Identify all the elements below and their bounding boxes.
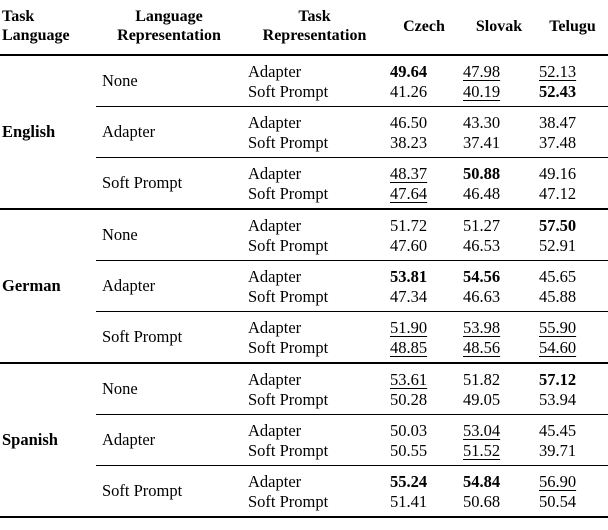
header-slovak: Slovak — [475, 17, 523, 35]
slovak-score: 49.05 — [463, 390, 501, 409]
task-representation-cell — [242, 209, 387, 261]
header-telugu: Telugu — [549, 17, 596, 35]
telugu-score: 53.94 — [539, 390, 577, 409]
header-czech: Czech — [403, 17, 445, 35]
group-german — [0, 209, 608, 363]
language-representation-cell: Adapter — [96, 107, 242, 158]
czech-score: 48.37 — [390, 164, 428, 183]
task-representation-label: Adapter — [248, 267, 302, 286]
header-task-language-line-1: Task — [2, 8, 35, 25]
telugu-score: 57.50 — [539, 216, 577, 235]
header-task-representation-line-1: Task — [298, 8, 331, 25]
czech-score: 51.90 — [390, 318, 428, 337]
language-representation-cell: None — [102, 379, 138, 398]
telugu-score-cell — [537, 363, 608, 415]
czech-score: 53.81 — [390, 267, 428, 286]
czech-score-cell — [387, 466, 461, 518]
slovak-score-cell — [461, 209, 537, 261]
task-representation-label: Adapter — [248, 62, 302, 81]
slovak-score: 54.56 — [463, 267, 501, 286]
czech-score: 47.60 — [390, 236, 428, 255]
task-representation-cell — [242, 55, 387, 107]
task-language-cell: German — [2, 276, 61, 295]
telugu-score: 57.12 — [539, 370, 577, 389]
telugu-score: 52.43 — [539, 82, 577, 101]
slovak-score: 51.82 — [463, 370, 501, 389]
task-representation-label: Soft Prompt — [248, 184, 329, 203]
czech-score: 55.24 — [390, 472, 428, 491]
slovak-score: 46.48 — [463, 184, 501, 203]
task-representation-label: Soft Prompt — [248, 390, 329, 409]
czech-score: 48.85 — [390, 338, 428, 357]
slovak-score: 46.63 — [463, 287, 501, 306]
slovak-score: 50.88 — [463, 164, 501, 183]
results-table — [0, 4, 608, 518]
czech-score: 53.61 — [390, 370, 428, 389]
telugu-score-cell — [537, 55, 608, 107]
slovak-score-cell — [461, 55, 537, 107]
czech-score-cell — [387, 261, 461, 312]
task-representation-label: Soft Prompt — [248, 236, 329, 255]
telugu-score: 45.45 — [539, 421, 577, 440]
header-task-language-line-2: Language — [2, 27, 70, 44]
task-representation-label: Adapter — [248, 370, 302, 389]
task-representation-cell — [242, 158, 387, 210]
task-representation-label: Adapter — [248, 472, 302, 491]
slovak-score-cell — [461, 466, 537, 518]
group-spanish — [0, 363, 608, 517]
czech-score-cell — [387, 158, 461, 210]
header-row — [0, 4, 608, 55]
telugu-score-cell — [537, 107, 608, 158]
czech-score-cell — [387, 107, 461, 158]
slovak-score-cell — [461, 312, 537, 364]
slovak-score-cell — [461, 107, 537, 158]
group-english — [0, 55, 608, 209]
task-representation-label: Adapter — [248, 318, 302, 337]
slovak-score: 37.41 — [463, 133, 501, 152]
telugu-score: 47.12 — [539, 184, 577, 203]
language-representation-cell: Adapter — [96, 415, 242, 466]
task-representation-label: Soft Prompt — [248, 133, 329, 152]
telugu-score-cell — [537, 466, 608, 518]
task-representation-label: Soft Prompt — [248, 82, 329, 101]
header-task-representation — [242, 4, 387, 55]
language-representation-cell: None — [102, 71, 138, 90]
language-representation-cell: Soft Prompt — [96, 466, 242, 518]
slovak-score: 50.68 — [463, 492, 501, 511]
telugu-score: 55.90 — [539, 318, 577, 337]
czech-score: 41.26 — [390, 82, 428, 101]
slovak-score-cell — [461, 363, 537, 415]
task-representation-cell — [242, 363, 387, 415]
task-representation-label: Adapter — [248, 421, 302, 440]
czech-score: 47.34 — [390, 287, 428, 306]
telugu-score: 45.65 — [539, 267, 577, 286]
slovak-score-cell — [461, 261, 537, 312]
slovak-score-cell — [461, 158, 537, 210]
czech-score: 50.03 — [390, 421, 428, 440]
czech-score-cell — [387, 415, 461, 466]
task-representation-cell — [242, 466, 387, 518]
task-representation-label: Adapter — [248, 113, 302, 132]
header-language-representation-line-2: Representation — [117, 27, 221, 44]
telugu-score-cell — [537, 209, 608, 261]
task-representation-label: Soft Prompt — [248, 287, 329, 306]
czech-score: 38.23 — [390, 133, 428, 152]
task-representation-label: Soft Prompt — [248, 441, 329, 460]
task-representation-cell — [242, 261, 387, 312]
czech-score-cell — [387, 209, 461, 261]
language-representation-cell: None — [102, 225, 138, 244]
telugu-score-cell — [537, 158, 608, 210]
telugu-score: 50.54 — [539, 492, 577, 511]
telugu-score: 54.60 — [539, 338, 577, 357]
czech-score: 47.64 — [390, 184, 428, 203]
slovak-score: 51.52 — [463, 441, 501, 460]
slovak-score-cell — [461, 415, 537, 466]
czech-score: 46.50 — [390, 113, 428, 132]
czech-score-cell — [387, 55, 461, 107]
task-representation-label: Soft Prompt — [248, 492, 329, 511]
telugu-score: 56.90 — [539, 472, 577, 491]
telugu-score: 38.47 — [539, 113, 577, 132]
slovak-score: 53.98 — [463, 318, 501, 337]
task-representation-cell — [242, 415, 387, 466]
task-representation-label: Adapter — [248, 164, 302, 183]
header-language-representation-line-1: Language — [135, 8, 203, 25]
telugu-score: 52.13 — [539, 62, 577, 81]
czech-score: 50.28 — [390, 390, 428, 409]
czech-score: 50.55 — [390, 441, 428, 460]
telugu-score: 39.71 — [539, 441, 577, 460]
task-representation-label: Soft Prompt — [248, 338, 329, 357]
slovak-score: 43.30 — [463, 113, 501, 132]
task-representation-cell — [242, 312, 387, 364]
header-task-representation-line-2: Representation — [262, 27, 367, 44]
czech-score: 51.41 — [390, 492, 428, 511]
telugu-score: 52.91 — [539, 236, 577, 255]
slovak-score: 51.27 — [463, 216, 501, 235]
slovak-score: 54.84 — [463, 472, 501, 491]
slovak-score: 48.56 — [463, 338, 501, 357]
czech-score: 51.72 — [390, 216, 428, 235]
language-representation-cell: Adapter — [96, 261, 242, 312]
table-row — [0, 363, 608, 415]
task-language-cell: English — [2, 122, 56, 141]
czech-score-cell — [387, 363, 461, 415]
header-task-language — [0, 4, 96, 55]
header-language-representation — [96, 4, 242, 55]
telugu-score-cell — [537, 261, 608, 312]
table-row — [0, 209, 608, 261]
task-representation-cell — [242, 107, 387, 158]
task-representation-label: Adapter — [248, 216, 302, 235]
czech-score: 49.64 — [390, 62, 428, 81]
slovak-score: 53.04 — [463, 421, 501, 440]
language-representation-cell: Soft Prompt — [96, 158, 242, 210]
table-row — [0, 55, 608, 107]
telugu-score: 45.88 — [539, 287, 577, 306]
slovak-score: 40.19 — [463, 82, 501, 101]
language-representation-cell: Soft Prompt — [96, 312, 242, 364]
telugu-score: 37.48 — [539, 133, 577, 152]
czech-score-cell — [387, 312, 461, 364]
task-language-cell: Spanish — [2, 430, 58, 449]
telugu-score-cell — [537, 312, 608, 364]
slovak-score: 47.98 — [463, 62, 501, 81]
telugu-score: 49.16 — [539, 164, 577, 183]
slovak-score: 46.53 — [463, 236, 501, 255]
telugu-score-cell — [537, 415, 608, 466]
